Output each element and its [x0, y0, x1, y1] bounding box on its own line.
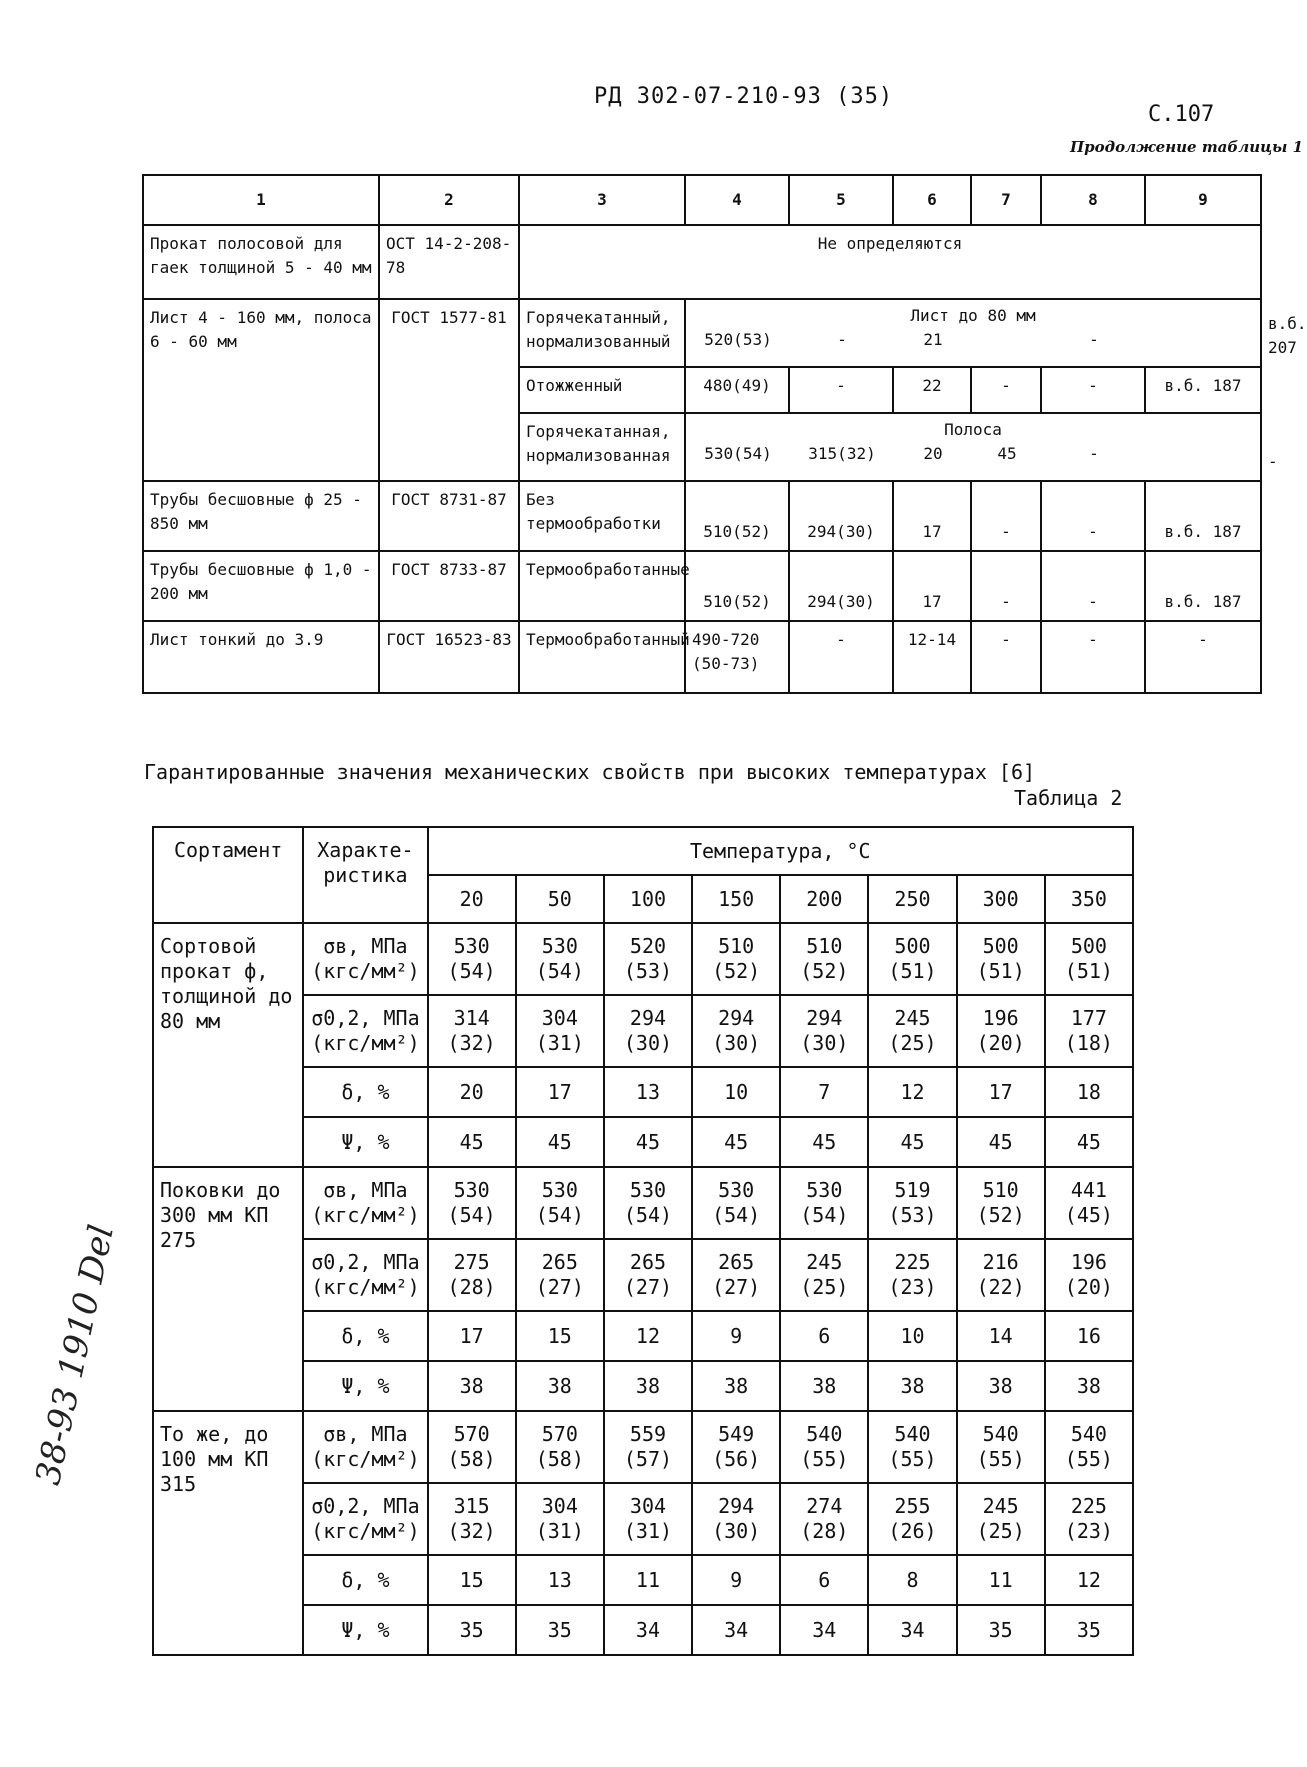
value-cell: 540 (55): [868, 1411, 956, 1483]
value-cell: 15: [516, 1311, 604, 1361]
value-cell: 510(52): [685, 551, 789, 621]
value-cell: 18: [1045, 1067, 1133, 1117]
table-row: [143, 225, 1261, 299]
characteristic-cell: Ψ, %: [303, 1117, 427, 1167]
col-header-assortment: Сортамент: [153, 827, 303, 923]
value-cell: 45: [868, 1117, 956, 1167]
standard-cell: ГОСТ 8733-87: [379, 551, 519, 621]
value-cell: -: [837, 330, 847, 349]
value-cell: 16: [1045, 1311, 1133, 1361]
col-header: 8: [1041, 175, 1145, 225]
value-cell: -: [1089, 444, 1099, 463]
value-cell: 38: [516, 1361, 604, 1411]
table-continuation-note: Продолжение таблицы 1: [1070, 138, 1304, 156]
value-cell: 294(30): [789, 551, 893, 621]
value-cell: 10: [692, 1067, 780, 1117]
characteristic-cell: δ, %: [303, 1311, 427, 1361]
value-cell: 304 (31): [516, 1483, 604, 1555]
characteristic-cell: σ0,2, МПа (кгс/мм²): [303, 1483, 427, 1555]
value-cell: 245 (25): [957, 1483, 1045, 1555]
value-cell: 549 (56): [692, 1411, 780, 1483]
value-cell: 530 (54): [428, 1167, 516, 1239]
assortment-cell: То же, до 100 мм КП 315: [153, 1411, 303, 1655]
value-cell: -: [1041, 621, 1145, 693]
value-cell: -: [1089, 330, 1099, 349]
state-cell: Термообработанный: [519, 621, 685, 693]
characteristic-cell: σв, МПа (кгс/мм²): [303, 1411, 427, 1483]
value-cell: 34: [692, 1605, 780, 1655]
table-body: [153, 923, 1133, 1655]
value-cell: 17: [516, 1067, 604, 1117]
value-cell: 38: [692, 1361, 780, 1411]
document-code: РД 302-07-210-93 (35): [594, 84, 894, 109]
value-cell: 441 (45): [1045, 1167, 1133, 1239]
standard-cell: ГОСТ 1577-81: [379, 299, 519, 481]
value-cell: 540 (55): [957, 1411, 1045, 1483]
characteristic-cell: σв, МПа (кгс/мм²): [303, 923, 427, 995]
value-cell: 38: [1045, 1361, 1133, 1411]
value-cell: 530 (54): [516, 1167, 604, 1239]
value-cell: 38: [957, 1361, 1045, 1411]
strip-subgroup: [685, 413, 1261, 481]
value-cell: 294 (30): [604, 995, 692, 1067]
value-cell: 45: [428, 1117, 516, 1167]
value-cell: 314 (32): [428, 995, 516, 1067]
characteristic-cell: σ0,2, МПа (кгс/мм²): [303, 1239, 427, 1311]
value-cell: 510(52): [685, 481, 789, 551]
value-cell: 245 (25): [868, 995, 956, 1067]
product-cell: Прокат полосовой для гаек толщиной 5 - 40 мм: [143, 225, 379, 299]
state-cell: Горячекатанная, нормализованная: [519, 413, 685, 481]
product-cell: Трубы бесшовные ф 25 - 850 мм: [143, 481, 379, 551]
characteristic-cell: δ, %: [303, 1555, 427, 1605]
value-cell: 530 (54): [516, 923, 604, 995]
temperature-cell: 250: [868, 875, 956, 923]
col-header-characteristic: Характе- ристика: [303, 827, 427, 923]
product-cell: Лист 4 - 160 мм, полоса 6 - 60 мм: [143, 299, 379, 481]
value-cell: 12: [1045, 1555, 1133, 1605]
table-row: [153, 923, 1133, 995]
characteristic-cell: Ψ, %: [303, 1361, 427, 1411]
value-cell: 530 (54): [692, 1167, 780, 1239]
value-cell: 7: [780, 1067, 868, 1117]
value-cell: -: [971, 621, 1041, 693]
value-cell: 500 (51): [957, 923, 1045, 995]
temperature-cell: 20: [428, 875, 516, 923]
table-row: [153, 1411, 1133, 1483]
value-cell: 12: [604, 1311, 692, 1361]
value-cell: 6: [780, 1311, 868, 1361]
value-cell: 196 (20): [957, 995, 1045, 1067]
value-cell: 14: [957, 1311, 1045, 1361]
value-cell: 9: [692, 1311, 780, 1361]
value-cell: -: [1041, 367, 1145, 413]
table-row: Лист 4 - 160 мм, полоса 6 - 60 мм ГОСТ 1577-81 Горячекатанный, нормализованный Лист до 80 мм 520(53) - 21 - в.б. 207: [143, 299, 1261, 367]
value-cell: 38: [604, 1361, 692, 1411]
value-cell: 530 (54): [604, 1167, 692, 1239]
col-header: 1: [143, 175, 379, 225]
value-cell: 15: [428, 1555, 516, 1605]
value-cell: 530(54): [704, 444, 772, 463]
value-cell: 510 (52): [692, 923, 780, 995]
col-header: 5: [789, 175, 893, 225]
value-cell: в.б. 187: [1145, 481, 1261, 551]
standard-cell: ГОСТ 16523-83: [379, 621, 519, 693]
table-row: Горячекатанная, нормализованная Полоса 530(54) 315(32) 20 45 - -: [143, 413, 1261, 481]
value-cell: в.б. 187: [1145, 367, 1261, 413]
characteristic-cell: Ψ, %: [303, 1605, 427, 1655]
value-cell: 17: [893, 481, 971, 551]
value-cell: 45: [604, 1117, 692, 1167]
value-cell: 34: [868, 1605, 956, 1655]
value-cell: 490-720 (50-73): [685, 621, 789, 693]
value-cell: 304 (31): [516, 995, 604, 1067]
value-cell: 570 (58): [516, 1411, 604, 1483]
value-cell: 294 (30): [692, 1483, 780, 1555]
state-cell: Горячекатанный, нормализованный: [519, 299, 685, 367]
assortment-cell: Сортовой прокат ф, толщиной до 80 мм: [153, 923, 303, 1167]
standard-cell: ОСТ 14-2-208-78: [379, 225, 519, 299]
product-cell: Трубы бесшовные ф 1,0 - 200 мм: [143, 551, 379, 621]
value-cell: 265 (27): [692, 1239, 780, 1311]
value-cell: 17: [428, 1311, 516, 1361]
table-row: [143, 621, 1261, 693]
value-cell: 13: [516, 1555, 604, 1605]
value-cell: 9: [692, 1555, 780, 1605]
value-cell: в.б. 187: [1145, 551, 1261, 621]
state-cell: Термообработанные: [519, 551, 685, 621]
value-cell: 22: [893, 367, 971, 413]
col-header: 7: [971, 175, 1041, 225]
value-cell: 216 (22): [957, 1239, 1045, 1311]
value-cell: 480(49): [685, 367, 789, 413]
value-cell: 35: [957, 1605, 1045, 1655]
value-cell: 45: [692, 1117, 780, 1167]
state-cell: Без термообработки: [519, 481, 685, 551]
value-cell: 45: [997, 444, 1017, 463]
value-cell: -: [1145, 621, 1261, 693]
table-row: [153, 1167, 1133, 1239]
subgroup-note: Лист до 80 мм: [910, 306, 1036, 325]
value-cell: 315 (32): [428, 1483, 516, 1555]
section-heading: Гарантированные значения механических свойств при высоких температурах [6]: [144, 760, 1036, 784]
value-cell: 35: [1045, 1605, 1133, 1655]
value-cell: 45: [957, 1117, 1045, 1167]
value-cell: 265 (27): [604, 1239, 692, 1311]
value-cell: 255 (26): [868, 1483, 956, 1555]
value-cell: 196 (20): [1045, 1239, 1133, 1311]
value-cell: 510 (52): [957, 1167, 1045, 1239]
col-header: 3: [519, 175, 685, 225]
value-cell: 35: [516, 1605, 604, 1655]
value-cell: 510 (52): [780, 923, 868, 995]
value-cell: 20: [428, 1067, 516, 1117]
value-cell: 315(32): [808, 444, 876, 463]
characteristic-cell: σ0,2, МПа (кгс/мм²): [303, 995, 427, 1067]
value-cell: 34: [780, 1605, 868, 1655]
value-cell: 38: [428, 1361, 516, 1411]
value-cell: -: [1041, 481, 1145, 551]
value-cell: 17: [957, 1067, 1045, 1117]
value-cell: 275 (28): [428, 1239, 516, 1311]
value-cell: 540 (55): [1045, 1411, 1133, 1483]
value-cell: 38: [780, 1361, 868, 1411]
value-cell: 500 (51): [868, 923, 956, 995]
value-cell: 500 (51): [1045, 923, 1133, 995]
temperature-cell: 50: [516, 875, 604, 923]
characteristic-cell: δ, %: [303, 1067, 427, 1117]
properties-table-1: [142, 174, 1307, 694]
value-cell: -: [1041, 551, 1145, 621]
value-cell: 225 (23): [1045, 1483, 1133, 1555]
value-cell: 294 (30): [780, 995, 868, 1067]
value-cell: 570 (58): [428, 1411, 516, 1483]
subgroup-note: Полоса: [944, 420, 1002, 439]
value-cell: 38: [868, 1361, 956, 1411]
col-header: 9: [1145, 175, 1261, 225]
value-cell: 35: [428, 1605, 516, 1655]
value-cell: 530 (54): [428, 923, 516, 995]
value-cell: 13: [604, 1067, 692, 1117]
value-cell: 304 (31): [604, 1483, 692, 1555]
temperature-cell: 150: [692, 875, 780, 923]
value-cell: 519 (53): [868, 1167, 956, 1239]
properties-table-2: [152, 826, 1134, 1656]
value-cell: 45: [780, 1117, 868, 1167]
table-header-row: [143, 175, 1261, 225]
col-header: 4: [685, 175, 789, 225]
value-cell: 520 (53): [604, 923, 692, 995]
value-cell: 530 (54): [780, 1167, 868, 1239]
value-cell: 21: [923, 330, 943, 349]
col-header: 6: [893, 175, 971, 225]
handwritten-margin-note: 38-93 1910 Del: [28, 1221, 123, 1489]
value-cell: 294 (30): [692, 995, 780, 1067]
table-row: [143, 481, 1261, 551]
value-cell: 20: [923, 444, 943, 463]
not-determined-note: Не определяются: [519, 225, 1261, 299]
value-cell: -: [789, 367, 893, 413]
value-cell: 6: [780, 1555, 868, 1605]
value-cell: 294(30): [789, 481, 893, 551]
value-cell: -: [971, 367, 1041, 413]
table-label: Таблица 2: [1014, 786, 1123, 810]
value-cell: 520(53): [704, 330, 772, 349]
value-cell: 10: [868, 1311, 956, 1361]
characteristic-cell: σв, МПа (кгс/мм²): [303, 1167, 427, 1239]
value-cell: -: [971, 551, 1041, 621]
temperature-cell: 100: [604, 875, 692, 923]
value-cell: -: [971, 481, 1041, 551]
table-header-row: [153, 827, 1133, 875]
value-cell: 274 (28): [780, 1483, 868, 1555]
value-cell: -: [789, 621, 893, 693]
value-cell: 540 (55): [780, 1411, 868, 1483]
value-cell: 45: [1045, 1117, 1133, 1167]
assortment-cell: Поковки до 300 мм КП 275: [153, 1167, 303, 1411]
sheet-subgroup: [685, 299, 1261, 367]
product-cell: Лист тонкий до 3.9: [143, 621, 379, 693]
value-cell: 11: [957, 1555, 1045, 1605]
temperature-cell: 300: [957, 875, 1045, 923]
temperature-cell: 200: [780, 875, 868, 923]
value-cell: 245 (25): [780, 1239, 868, 1311]
value-cell: 11: [604, 1555, 692, 1605]
state-cell: Отожженный: [519, 367, 685, 413]
value-cell: 8: [868, 1555, 956, 1605]
value-cell: 265 (27): [516, 1239, 604, 1311]
page-number: С.107: [1148, 102, 1215, 127]
standard-cell: ГОСТ 8731-87: [379, 481, 519, 551]
value-cell: 12-14: [893, 621, 971, 693]
temperature-cell: 350: [1045, 875, 1133, 923]
value-cell: 225 (23): [868, 1239, 956, 1311]
col-header-temperature: Температура, °С: [428, 827, 1133, 875]
value-cell: 45: [516, 1117, 604, 1167]
value-cell: 12: [868, 1067, 956, 1117]
value-cell: 559 (57): [604, 1411, 692, 1483]
value-cell: 177 (18): [1045, 995, 1133, 1067]
table-row: [143, 551, 1261, 621]
value-cell: [972, 328, 1042, 352]
col-header: 2: [379, 175, 519, 225]
value-cell: 17: [893, 551, 971, 621]
value-cell: 34: [604, 1605, 692, 1655]
